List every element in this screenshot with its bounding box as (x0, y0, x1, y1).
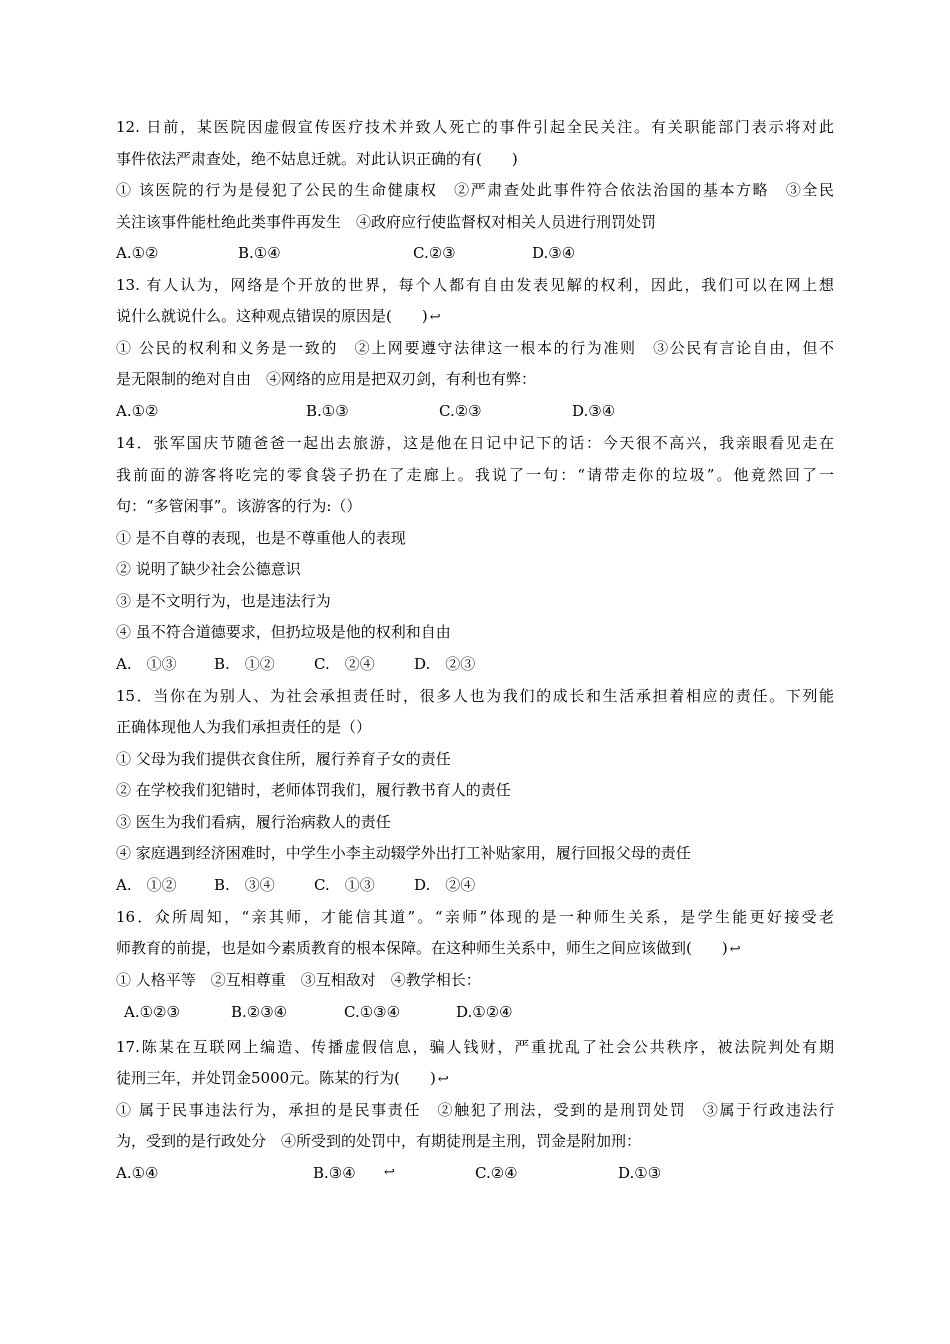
q13-line-2-text: 说什么就说什么。这种观点错误的原因是( ) (116, 307, 428, 325)
q14-line-6: ③ 是不文明行为，也是违法行为 (116, 592, 331, 610)
q14-line-2: 我前面的游客将吃完的零食袋子扔在了走廊上。我说了一句：“请带走你的垃圾”。他竟然回了一 (116, 466, 834, 484)
q13-line-4: 是无限制的绝对自由 ④网络的应用是把双刃剑，有利也有弊： (116, 370, 537, 388)
q17-option-d: D.①③ (618, 1164, 662, 1182)
q13-option-a: A.①② (116, 402, 159, 420)
q12-option-d: D.③④ (532, 244, 576, 262)
q12-options (116, 243, 836, 263)
q15-line-3: ① 父母为我们提供衣食住所，履行养育子女的责任 (116, 750, 451, 768)
return-arrow-icon: ↩ (429, 310, 441, 325)
q17-option-b: B.③④ (313, 1164, 356, 1182)
q15-line-2: 正确体现他人为我们承担责任的是（） (116, 718, 372, 736)
q12-option-c: C.②③ (413, 244, 456, 262)
return-arrow-icon: ↩ (729, 942, 741, 957)
q13-line-3: ① 公民的权利和义务是一致的 ②上网要遵守法律这一根本的行为准则 ③公民有言论自由，但不 (116, 339, 834, 357)
q13-line-1: 13. 有人认为，网络是个开放的世界，每个人都有自由发表见解的权利，因此，我们可以在网上想 (116, 276, 834, 294)
q14-option-a: A. ①③ (116, 655, 177, 673)
q17-option-a: A.①④ (116, 1164, 159, 1182)
q12-line-1: 12. 日前，某医院因虚假宣传医疗技术并致人死亡的事件引起全民关注。有关职能部门表示将对此 (116, 118, 834, 136)
q16-option-d: D.①②④ (456, 1003, 513, 1021)
q16-options (124, 1002, 844, 1022)
q17-options (116, 1163, 836, 1183)
q12-line-4: 关注该事件能杜绝此类事件再发生 ④政府应行使监督权对相关人员进行刑罚处罚 (116, 213, 657, 231)
return-arrow-icon: ↩ (384, 1165, 395, 1180)
q12-line-2: 事件依法严肃查处，绝不姑息迁就。对此认识正确的有( ) (116, 150, 518, 168)
q15-line-6: ④ 家庭遇到经济困难时，中学生小李主动辍学外出打工补贴家用，履行回报父母的责任 (116, 844, 691, 862)
q15-line-5: ③ 医生为我们看病，履行治病救人的责任 (116, 813, 391, 831)
q15-option-a: A. ①② (116, 876, 177, 894)
q16-line-2 (116, 938, 741, 960)
q16-line-1: 16．众所周知，“亲其师，才能信其道”。“亲师”体现的是一种师生关系，是学生能更好接受老 (116, 908, 834, 926)
q17-line-2 (116, 1068, 449, 1090)
q14-line-5: ② 说明了缺少社会公德意识 (116, 560, 301, 578)
q13-options (116, 401, 836, 421)
q13-option-c: C.②③ (439, 402, 482, 420)
q17-line-3: ① 属于民事违法行为，承担的是民事责任 ②触犯了刑法，受到的是刑罚处罚 ③属于行政违法行 (116, 1101, 834, 1119)
q13-option-d: D.③④ (572, 402, 616, 420)
q17-line-2-text: 徒刑三年，并处罚金5000元。陈某的行为( ) (116, 1069, 436, 1087)
q16-option-a: A.①②③ (124, 1003, 180, 1021)
q15-option-d: D. ②④ (414, 876, 476, 894)
q13-line-2 (116, 306, 441, 328)
q15-line-4: ② 在学校我们犯错时，老师体罚我们，履行教书育人的责任 (116, 781, 511, 799)
q14-option-c: C. ②④ (314, 655, 375, 673)
q17-line-4: 为，受到的是行政处分 ④所受到的处罚中，有期徒刑是主刑，罚金是附加刑： (116, 1132, 642, 1150)
q15-option-b: B. ③④ (214, 876, 275, 894)
q14-line-3: 句：“多管闲事”。该游客的行为:（） (116, 497, 362, 515)
q17-line-1: 17.陈某在互联网上编造、传播虚假信息，骗人钱财，严重扰乱了社会公共秩序，被法院判处有期 (116, 1038, 834, 1056)
q14-line-1: 14．张军国庆节随爸爸一起出去旅游，这是他在日记中记下的话：今天很不高兴，我亲眼看见走在 (116, 434, 834, 452)
q13-option-b: B.①③ (306, 402, 349, 420)
q16-option-b: B.②③④ (231, 1003, 288, 1021)
q14-options (116, 654, 836, 674)
q14-line-7: ④ 虽不符合道德要求，但扔垃圾是他的权利和自由 (116, 623, 451, 641)
q16-line-3: ① 人格平等 ②互相尊重 ③互相敌对 ④教学相长： (116, 971, 481, 989)
q17-option-c: C.②④ (475, 1164, 518, 1182)
q16-option-c: C.①③④ (344, 1003, 401, 1021)
q14-line-4: ① 是不自尊的表现，也是不尊重他人的表现 (116, 529, 406, 547)
return-arrow-icon: ↩ (437, 1072, 449, 1087)
q16-line-2-text: 师教育的前提，也是如今素质教育的根本保障。在这种师生关系中，师生之间应该做到( ) (116, 939, 728, 957)
q15-option-c: C. ①③ (314, 876, 375, 894)
q12-option-a: A.①② (116, 244, 159, 262)
q15-options (116, 875, 836, 895)
q14-option-b: B. ①② (214, 655, 275, 673)
q12-line-3: ① 该医院的行为是侵犯了公民的生命健康权 ②严肃查处此事件符合依法治国的基本方略 ③全民 (116, 181, 834, 199)
q15-line-1: 15．当你在为别人、为社会承担责任时，很多人也为我们的成长和生活承担着相应的责任。下列能 (116, 687, 834, 705)
q14-option-d: D. ②③ (414, 655, 476, 673)
q12-option-b: B.①④ (238, 244, 281, 262)
